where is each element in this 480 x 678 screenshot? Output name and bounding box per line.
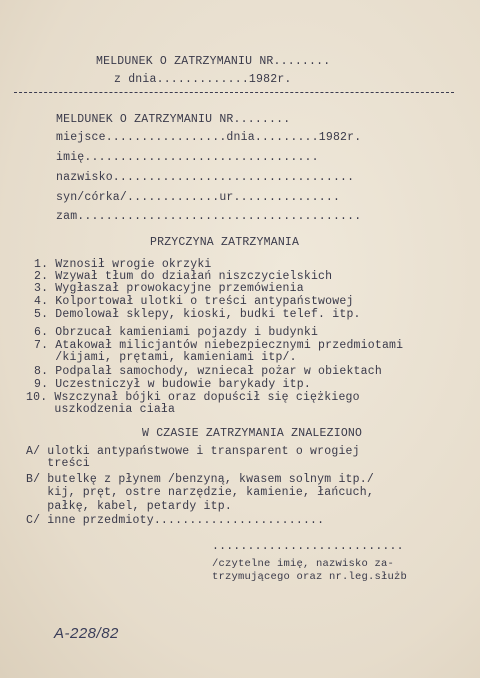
reason-item: 3. Wygłaszał prowokacyjne przemówienia <box>34 282 304 295</box>
reason-item-continued: uszkodzenia ciała <box>26 403 176 416</box>
signature-caption-line1: /czytelne imię, nazwisko za- <box>212 558 395 570</box>
archive-stamp: A-228/82 <box>54 625 119 642</box>
reason-item: 4. Kolportował ulotki o treści antypaństwowej <box>34 295 354 308</box>
found-item-continued: kij, pręt, ostre narzędzie, kamienie, łańcuch, <box>26 486 374 499</box>
place-date-line: miejsce.................dnia.........1982r. <box>56 131 362 144</box>
reasons-heading: PRZYCZYNA ZATRZYMANIA <box>150 236 300 249</box>
reason-item: 2. Wzywał tłum do działań niszczycielskich <box>34 270 333 283</box>
reason-item: 9. Uczestniczył w budowie barykady itp. <box>34 378 311 391</box>
found-item: B/ butelkę z płynem /benzyną, kwasem solnym itp./ <box>26 473 374 486</box>
reason-item: 7. Atakował milicjantów niebezpiecznymi przedmiotami <box>34 339 404 352</box>
reason-item-continued: /kijami, prętami, kamieniami itp/. <box>34 351 297 364</box>
reason-item: 5. Demolował sklepy, kioski, budki telef. itp. <box>34 308 361 321</box>
found-item: C/ inne przedmioty........................ <box>26 514 325 527</box>
reason-item: 10. Wszczynał bójki oraz dopuścił się ciężkiego <box>26 391 360 404</box>
surname-line: nazwisko.................................. <box>56 171 355 184</box>
found-heading: W CZASIE ZATRZYMANIA ZNALEZIONO <box>142 427 363 440</box>
first-name-line: imię................................. <box>56 151 319 164</box>
form-title: MELDUNEK O ZATRZYMANIU NR........ <box>56 113 291 126</box>
reason-item: 8. Podpalał samochody, wzniecał pożar w obiektach <box>34 365 382 378</box>
residence-line: zam........................................ <box>56 210 362 223</box>
signature-caption-line2: trzymującego oraz nr.leg.służb <box>212 571 408 583</box>
found-item: A/ ulotki antypaństwowe i transparent o wrogiej <box>26 445 360 458</box>
reason-item: 6. Obrzucał kamieniami pojazdy i budynki <box>34 326 319 339</box>
found-item-continued: pałkę, kabel, petardy itp. <box>26 500 232 513</box>
son-daughter-line: syn/córka/.............ur............... <box>56 191 341 204</box>
header-date-line: z dnia.............1982r. <box>114 73 292 86</box>
signature-dots: ........................... <box>212 540 404 553</box>
separator-line <box>14 92 454 93</box>
found-item-continued: treści <box>26 457 90 470</box>
reason-item: 1. Wznosił wrogie okrzyki <box>34 258 212 271</box>
header-title: MELDUNEK O ZATRZYMANIU NR........ <box>96 55 331 68</box>
